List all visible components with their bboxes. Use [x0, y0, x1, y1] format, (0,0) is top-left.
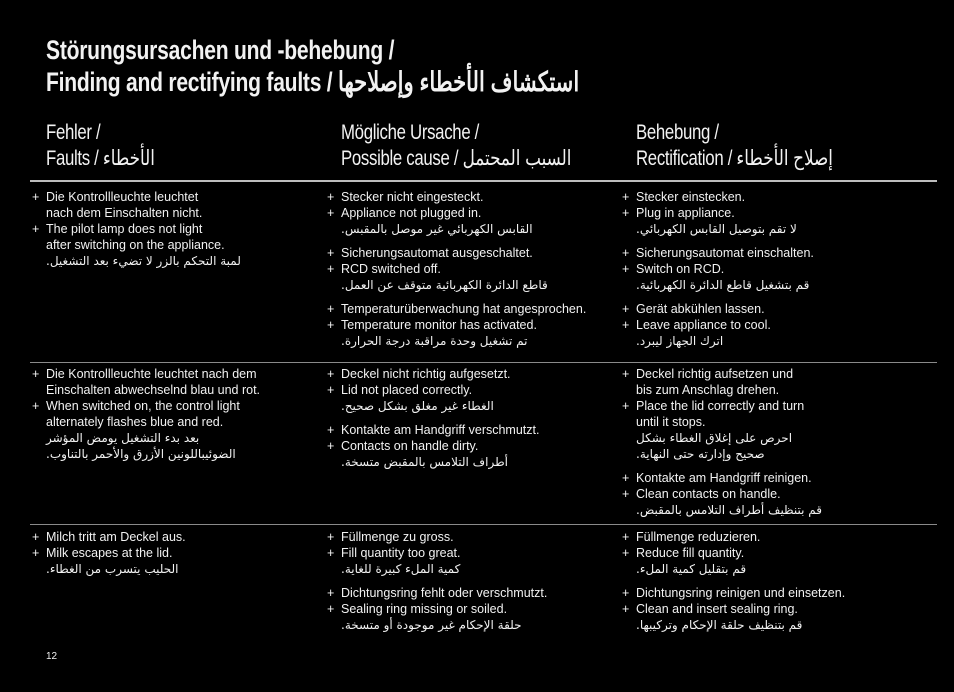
text-line-de — [327, 529, 612, 545]
text-line-ar — [622, 221, 907, 237]
text-line-ar — [622, 430, 907, 446]
bullet-plus-icon: + — [32, 367, 40, 381]
list-item — [32, 529, 317, 577]
table-cell-cause — [327, 189, 612, 357]
text-line-de — [327, 245, 612, 261]
list-item — [622, 470, 907, 518]
text-de: Milch tritt am Deckel aus. — [46, 530, 186, 544]
bullet-plus-icon: + — [327, 246, 335, 260]
table-cell-remedy — [622, 529, 907, 641]
text-ar: قاطع الدائرة الكهربائية متوقف عن العمل. — [341, 278, 548, 292]
bullet-plus-icon: + — [32, 546, 40, 560]
table-cell-remedy — [622, 366, 907, 526]
text-de: Kontakte am Handgriff verschmutzt. — [341, 423, 540, 437]
header-divider — [30, 180, 937, 182]
text-de: Dichtungsring fehlt oder verschmutzt. — [341, 586, 548, 600]
text-de: Temperaturüberwachung hat angesprochen. — [341, 302, 587, 316]
list-item — [327, 585, 612, 633]
list-item — [327, 422, 612, 470]
text-line-en — [622, 205, 907, 221]
text-line-de — [327, 366, 612, 382]
text-de: Sicherungsautomat einschalten. — [636, 246, 814, 260]
bullet-plus-icon: + — [622, 206, 630, 220]
text-en: alternately flashes blue and red. — [46, 415, 224, 429]
text-ar: الحليب يتسرب من الغطاء. — [46, 562, 179, 576]
text-line-en — [32, 221, 317, 237]
list-item — [32, 366, 317, 462]
text-en: Switch on RCD. — [636, 262, 725, 276]
text-de: Stecker einstecken. — [636, 190, 746, 204]
text-en: Sealing ring missing or soiled. — [341, 602, 508, 616]
bullet-plus-icon: + — [622, 471, 630, 485]
list-item — [327, 529, 612, 577]
text-de: nach dem Einschalten nicht. — [46, 206, 203, 220]
text-ar: كمية الملء كبيرة للغاية. — [341, 562, 461, 576]
text-line-de — [32, 189, 317, 205]
bullet-plus-icon: + — [327, 302, 335, 316]
text-line-en — [327, 205, 612, 221]
text-ar: الضوئيباللونين الأزرق والأحمر بالتناوب. — [46, 447, 236, 461]
bullet-plus-icon: + — [622, 487, 630, 501]
table-cell-cause — [327, 366, 612, 478]
column-header-line: Faults / الأخطاء — [46, 147, 155, 170]
text-line-de — [327, 189, 612, 205]
column-header-rectification — [636, 120, 833, 172]
bullet-plus-icon: + — [327, 423, 335, 437]
text-de: Füllmenge zu gross. — [341, 530, 454, 544]
list-item — [622, 366, 907, 462]
row-divider — [30, 362, 937, 363]
text-line-ar — [622, 277, 907, 293]
text-en: Milk escapes at the lid. — [46, 546, 173, 560]
bullet-plus-icon: + — [327, 383, 335, 397]
text-line-en — [622, 261, 907, 277]
text-line-de — [32, 366, 317, 382]
bullet-plus-icon: + — [327, 262, 335, 276]
text-de: Gerät abkühlen lassen. — [636, 302, 765, 316]
text-line-en — [622, 486, 907, 502]
column-header-line: Possible cause / السبب المحتمل — [341, 147, 572, 170]
bullet-plus-icon: + — [327, 190, 335, 204]
list-item — [327, 245, 612, 293]
text-line-ar — [32, 561, 317, 577]
table-cell-remedy — [622, 189, 907, 357]
table-cell-cause — [327, 529, 612, 641]
text-en: after switching on the appliance. — [46, 238, 225, 252]
text-en: Plug in appliance. — [636, 206, 735, 220]
table-cell-fault — [32, 529, 317, 585]
text-de: Sicherungsautomat ausgeschaltet. — [341, 246, 533, 260]
text-ar: تم تشغيل وحدة مراقبة درجة الحرارة. — [341, 334, 528, 348]
text-line-en — [32, 414, 317, 430]
text-line-en — [327, 261, 612, 277]
text-en: Reduce fill quantity. — [636, 546, 745, 560]
bullet-plus-icon: + — [327, 206, 335, 220]
text-line-ar — [327, 277, 612, 293]
list-item — [622, 301, 907, 349]
text-line-de — [622, 301, 907, 317]
text-ar: القابس الكهربائي غير موصل بالمقبس. — [341, 222, 533, 236]
table-cell-fault — [32, 366, 317, 470]
text-ar: بعد بدء التشغيل يومض المؤشر — [46, 431, 200, 445]
bullet-plus-icon: + — [622, 262, 630, 276]
text-line-de — [622, 366, 907, 382]
text-ar: قم بتشغيل قاطع الدائرة الكهربائية. — [636, 278, 810, 292]
text-line-de — [32, 205, 317, 221]
text-de: bis zum Anschlag drehen. — [636, 383, 780, 397]
list-item — [622, 529, 907, 577]
text-line-en — [32, 237, 317, 253]
text-ar: احرص على إغلاق الغطاء بشكل — [636, 431, 793, 445]
text-de: Die Kontrollleuchte leuchtet nach dem — [46, 367, 257, 381]
list-item — [622, 189, 907, 237]
bullet-plus-icon: + — [327, 530, 335, 544]
text-line-en — [622, 601, 907, 617]
text-de: Dichtungsring reinigen und einsetzen. — [636, 586, 846, 600]
text-ar: اترك الجهاز ليبرد. — [636, 334, 724, 348]
text-de: Kontakte am Handgriff reinigen. — [636, 471, 812, 485]
bullet-plus-icon: + — [622, 246, 630, 260]
bullet-plus-icon: + — [622, 318, 630, 332]
text-line-en — [327, 382, 612, 398]
text-en: The pilot lamp does not light — [46, 222, 203, 236]
text-en: Contacts on handle dirty. — [341, 439, 479, 453]
text-line-ar — [622, 502, 907, 518]
page-title-line1: Störungsursachen und -behebung / — [46, 35, 395, 65]
bullet-plus-icon: + — [32, 222, 40, 236]
bullet-plus-icon: + — [32, 190, 40, 204]
bullet-plus-icon: + — [622, 190, 630, 204]
text-de: Einschalten abwechselnd blau und rot. — [46, 383, 261, 397]
bullet-plus-icon: + — [327, 367, 335, 381]
text-line-ar — [622, 333, 907, 349]
column-header-faults — [46, 120, 155, 172]
column-header-line: Mögliche Ursache / — [341, 121, 480, 144]
list-item — [32, 189, 317, 269]
text-de: Füllmenge reduzieren. — [636, 530, 761, 544]
bullet-plus-icon: + — [327, 318, 335, 332]
column-header-line: Fehler / — [46, 121, 101, 144]
bullet-plus-icon: + — [622, 546, 630, 560]
text-line-ar — [622, 446, 907, 462]
text-ar: حلقة الإحكام غير موجودة أو متسخة. — [341, 618, 522, 632]
text-en: Clean and insert sealing ring. — [636, 602, 798, 616]
text-line-ar — [32, 253, 317, 269]
bullet-plus-icon: + — [622, 586, 630, 600]
table-cell-fault — [32, 189, 317, 277]
column-header-line: Behebung / — [636, 121, 719, 144]
text-de: Deckel nicht richtig aufgesetzt. — [341, 367, 511, 381]
column-header-line: Rectification / إصلاح الأخطاء — [636, 147, 833, 170]
text-line-en — [32, 398, 317, 414]
text-ar: أطراف التلامس بالمقبض متسخة. — [341, 455, 508, 469]
list-item — [622, 585, 907, 633]
text-line-en — [327, 438, 612, 454]
text-line-en — [622, 414, 907, 430]
text-line-de — [327, 422, 612, 438]
list-item — [327, 301, 612, 349]
text-en: Leave appliance to cool. — [636, 318, 771, 332]
text-line-ar — [327, 561, 612, 577]
text-line-de — [622, 529, 907, 545]
text-line-de — [327, 301, 612, 317]
bullet-plus-icon: + — [327, 439, 335, 453]
text-en: Appliance not plugged in. — [341, 206, 482, 220]
page-title-line2: Finding and rectifying faults / استكشاف الأخطاء وإصلاحها — [46, 67, 580, 97]
bullet-plus-icon: + — [622, 367, 630, 381]
text-line-ar — [327, 454, 612, 470]
bullet-plus-icon: + — [32, 399, 40, 413]
text-line-en — [622, 317, 907, 333]
text-ar: لا تقم بتوصيل القابس الكهربائي. — [636, 222, 797, 236]
text-en: until it stops. — [636, 415, 706, 429]
text-en: Temperature monitor has activated. — [341, 318, 537, 332]
text-line-en — [622, 398, 907, 414]
text-de: Deckel richtig aufsetzen und — [636, 367, 794, 381]
text-line-ar — [622, 561, 907, 577]
bullet-plus-icon: + — [622, 302, 630, 316]
bullet-plus-icon: + — [327, 546, 335, 560]
text-line-en — [327, 545, 612, 561]
text-line-de — [622, 245, 907, 261]
text-line-ar — [32, 446, 317, 462]
text-en: When switched on, the control light — [46, 399, 240, 413]
text-ar: صحيح وإدارته حتى النهاية. — [636, 447, 765, 461]
text-en: RCD switched off. — [341, 262, 441, 276]
text-ar: قم بتنظيف أطراف التلامس بالمقبض. — [636, 503, 823, 517]
bullet-plus-icon: + — [622, 602, 630, 616]
text-line-ar — [327, 398, 612, 414]
list-item — [327, 366, 612, 414]
text-en: Clean contacts on handle. — [636, 487, 781, 501]
text-line-de — [32, 529, 317, 545]
text-line-ar — [327, 221, 612, 237]
text-line-de — [327, 585, 612, 601]
text-line-ar — [32, 430, 317, 446]
page-title — [46, 34, 579, 98]
text-line-de — [622, 585, 907, 601]
bullet-plus-icon: + — [327, 602, 335, 616]
bullet-plus-icon: + — [622, 399, 630, 413]
text-ar: لمبة التحكم بالزر لا تضيء بعد التشغيل. — [46, 254, 241, 268]
text-line-de — [622, 382, 907, 398]
text-line-en — [32, 545, 317, 561]
text-ar: الغطاء غير مغلق بشكل صحيح. — [341, 399, 494, 413]
text-line-ar — [622, 617, 907, 633]
column-header-cause — [341, 120, 571, 172]
list-item — [327, 189, 612, 237]
text-line-en — [622, 545, 907, 561]
bullet-plus-icon: + — [327, 586, 335, 600]
text-line-ar — [327, 333, 612, 349]
text-line-de — [622, 189, 907, 205]
text-en: Fill quantity too great. — [341, 546, 461, 560]
bullet-plus-icon: + — [622, 530, 630, 544]
text-de: Stecker nicht eingesteckt. — [341, 190, 484, 204]
text-line-en — [327, 601, 612, 617]
text-ar: قم بتقليل كمية الملء. — [636, 562, 747, 576]
page-number: 12 — [46, 651, 58, 662]
text-ar: قم بتنظيف حلقة الإحكام وتركيبها. — [636, 618, 803, 632]
text-de: Die Kontrollleuchte leuchtet — [46, 190, 199, 204]
bullet-plus-icon: + — [32, 530, 40, 544]
text-en: Lid not placed correctly. — [341, 383, 473, 397]
text-line-de — [622, 470, 907, 486]
text-en: Place the lid correctly and turn — [636, 399, 805, 413]
text-line-de — [32, 382, 317, 398]
text-line-ar — [327, 617, 612, 633]
text-line-en — [327, 317, 612, 333]
list-item — [622, 245, 907, 293]
